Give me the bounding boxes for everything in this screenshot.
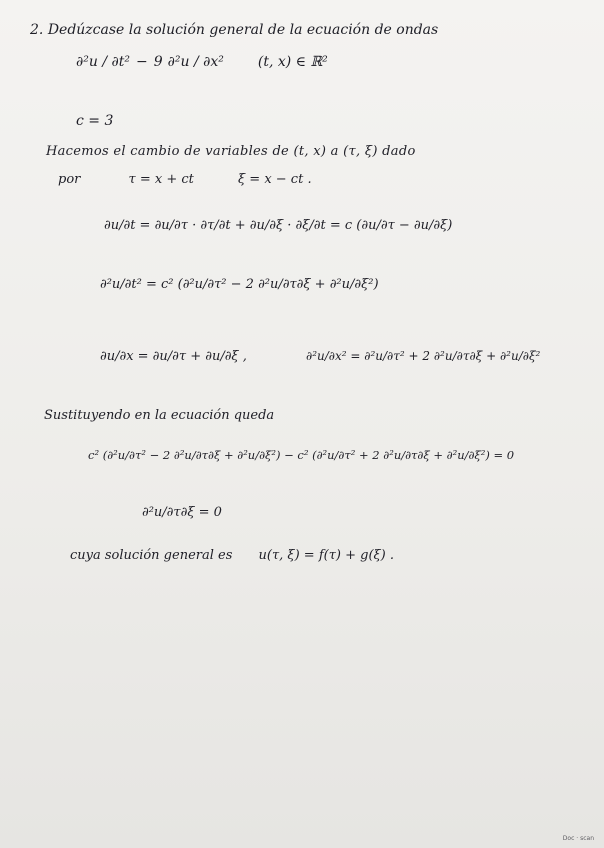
problem-text: Dedúzcase la solución general de la ecuación de ondas: [47, 22, 439, 38]
tau-definition: τ = x + ct: [128, 172, 194, 187]
problem-statement: [30, 22, 438, 38]
du-dt-equation: ∂u/∂t = ∂u/∂τ · ∂τ/∂t + ∂u/∂ξ · ∂ξ/∂t = c (∂u/∂τ − ∂u/∂ξ): [104, 218, 453, 233]
problem-number: 2.: [30, 22, 44, 38]
domain: (t, x) ∈ ℝ²: [257, 54, 328, 70]
d2u-dx2: ∂²u / ∂x²: [167, 54, 224, 70]
coefficient: 9: [153, 54, 163, 70]
d2u-dx2-equation: ∂²u/∂x² = ∂²u/∂τ² + 2 ∂²u/∂τ∂ξ + ∂²u/∂ξ²: [306, 349, 541, 363]
wave-equation: ∂²u / ∂t² − 9 ∂²u / ∂x² (t, x) ∈ ℝ²: [76, 54, 328, 70]
substituted-equation: c² (∂²u/∂τ² − 2 ∂²u/∂τ∂ξ + ∂²u/∂ξ²) − c² (∂²u/∂τ² + 2 ∂²u/∂τ∂ξ + ∂²u/∂ξ²) = 0: [88, 448, 515, 462]
d2u-dt2: ∂²u / ∂t²: [76, 54, 130, 70]
por-line: [58, 172, 312, 187]
conclusion-line: [70, 548, 394, 563]
reduced-equation: ∂²u/∂τ∂ξ = 0: [142, 505, 222, 520]
substitution-label: Sustituyendo en la ecuación queda: [44, 408, 275, 423]
por-word: por: [58, 172, 81, 187]
d2u-dt2-equation: ∂²u/∂t² = c² (∂²u/∂τ² − 2 ∂²u/∂τ∂ξ + ∂²u/∂ξ²): [100, 277, 379, 292]
conclusion-label: cuya solución general es: [70, 548, 233, 563]
xi-definition: ξ = x − ct .: [238, 172, 312, 187]
corner-watermark: Doc · scan: [562, 835, 594, 842]
c-value: c = 3: [76, 113, 114, 129]
change-of-variables-text: Hacemos el cambio de variables de (t, x) a (τ, ξ) dado: [46, 144, 416, 159]
general-solution: u(τ, ξ) = f(τ) + g(ξ) .: [258, 548, 395, 563]
du-dx-equation: ∂u/∂x = ∂u/∂τ + ∂u/∂ξ ,: [100, 349, 247, 364]
